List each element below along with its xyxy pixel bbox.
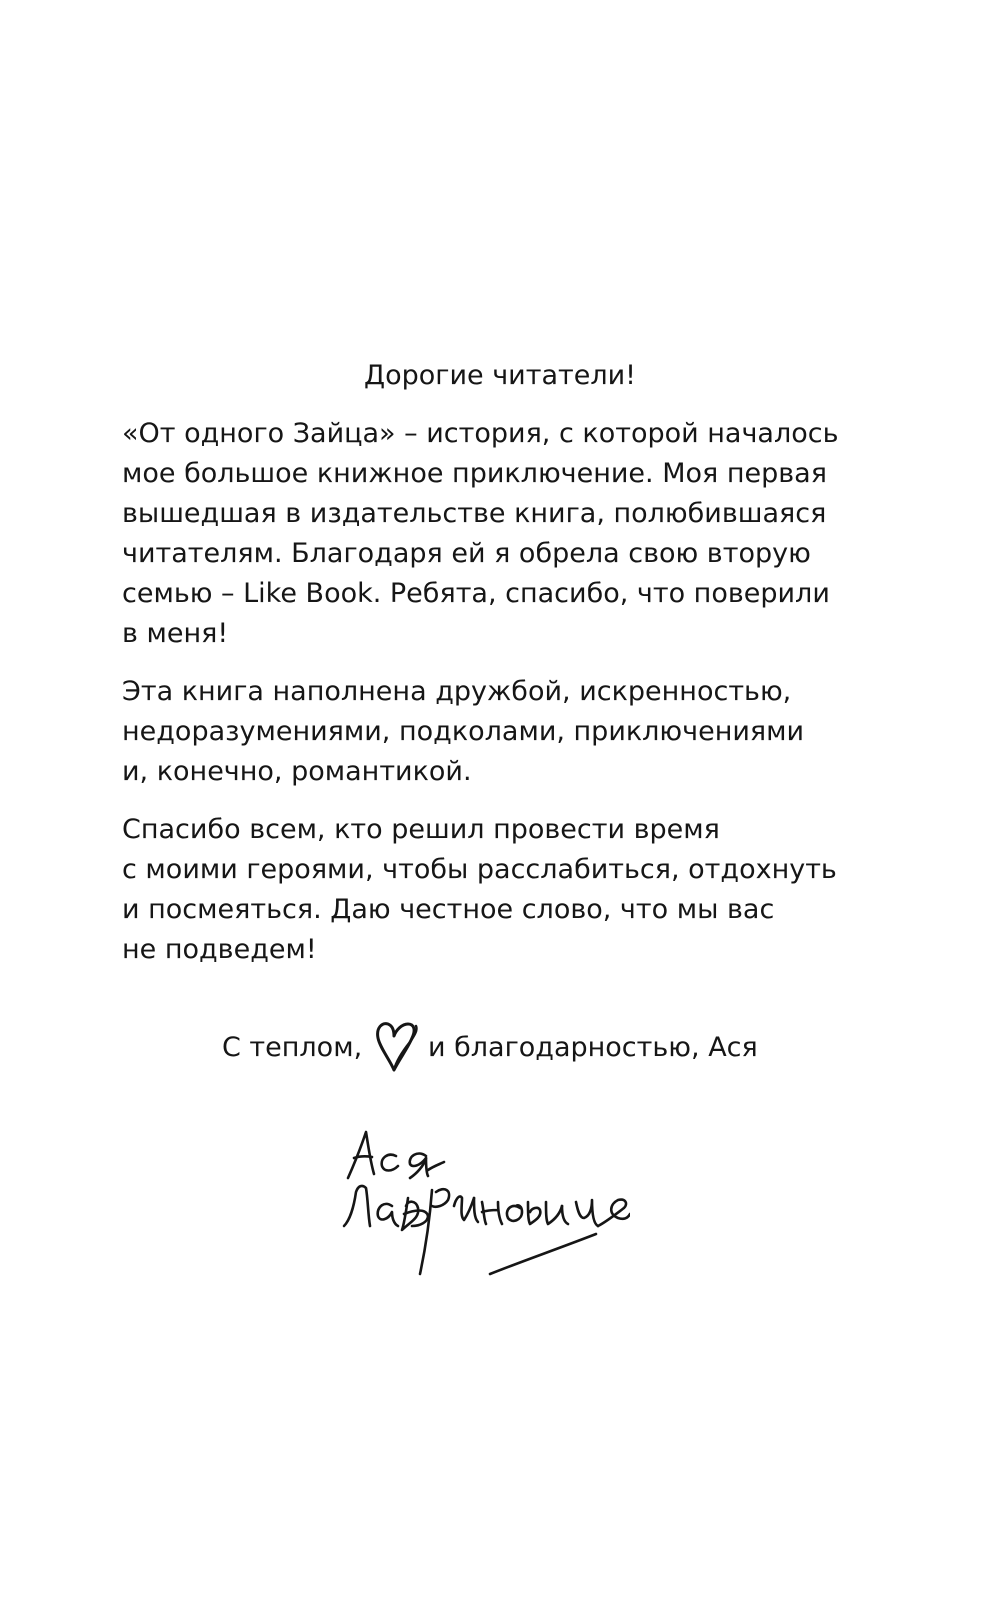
paragraph-line: в меня! — [122, 618, 229, 649]
closing-text-end: и благодарностью, Ася — [428, 1032, 758, 1063]
paragraph-line: и, конечно, романтикой. — [122, 756, 472, 787]
paragraph-1 — [122, 414, 882, 654]
paragraph-2 — [122, 672, 882, 792]
paragraph-line: читателям. Благодаря ей я обрела свою вторую — [122, 538, 811, 569]
closing-line — [0, 1016, 1000, 1076]
paragraph-line: Спасибо всем, кто решил провести время — [122, 814, 720, 845]
paragraph-line: с моими героями, чтобы расслабиться, отдохнуть — [122, 854, 837, 885]
paragraph-line: семью – Like Book. Ребята, спасибо, что поверили — [122, 578, 830, 609]
heart-icon — [372, 1016, 424, 1074]
paragraph-line: и посмеяться. Даю честное слово, что мы вас — [122, 894, 775, 925]
paragraph-3 — [122, 810, 882, 970]
letter-greeting: Дорогие читатели! — [364, 360, 636, 391]
author-signature — [340, 1126, 630, 1276]
paragraph-line: «От одного Зайца» – история, с которой началось — [122, 418, 839, 449]
paragraph-line: мое большое книжное приключение. Моя первая — [122, 458, 827, 489]
paragraph-line: не подведем! — [122, 934, 317, 965]
paragraph-line: Эта книга наполнена дружбой, искренностью, — [122, 676, 792, 707]
paragraph-line: вышедшая в издательстве книга, полюбившаяся — [122, 498, 827, 529]
closing-text-start: С теплом, — [222, 1032, 363, 1063]
paragraph-line: недоразумениями, подколами, приключениями — [122, 716, 805, 747]
